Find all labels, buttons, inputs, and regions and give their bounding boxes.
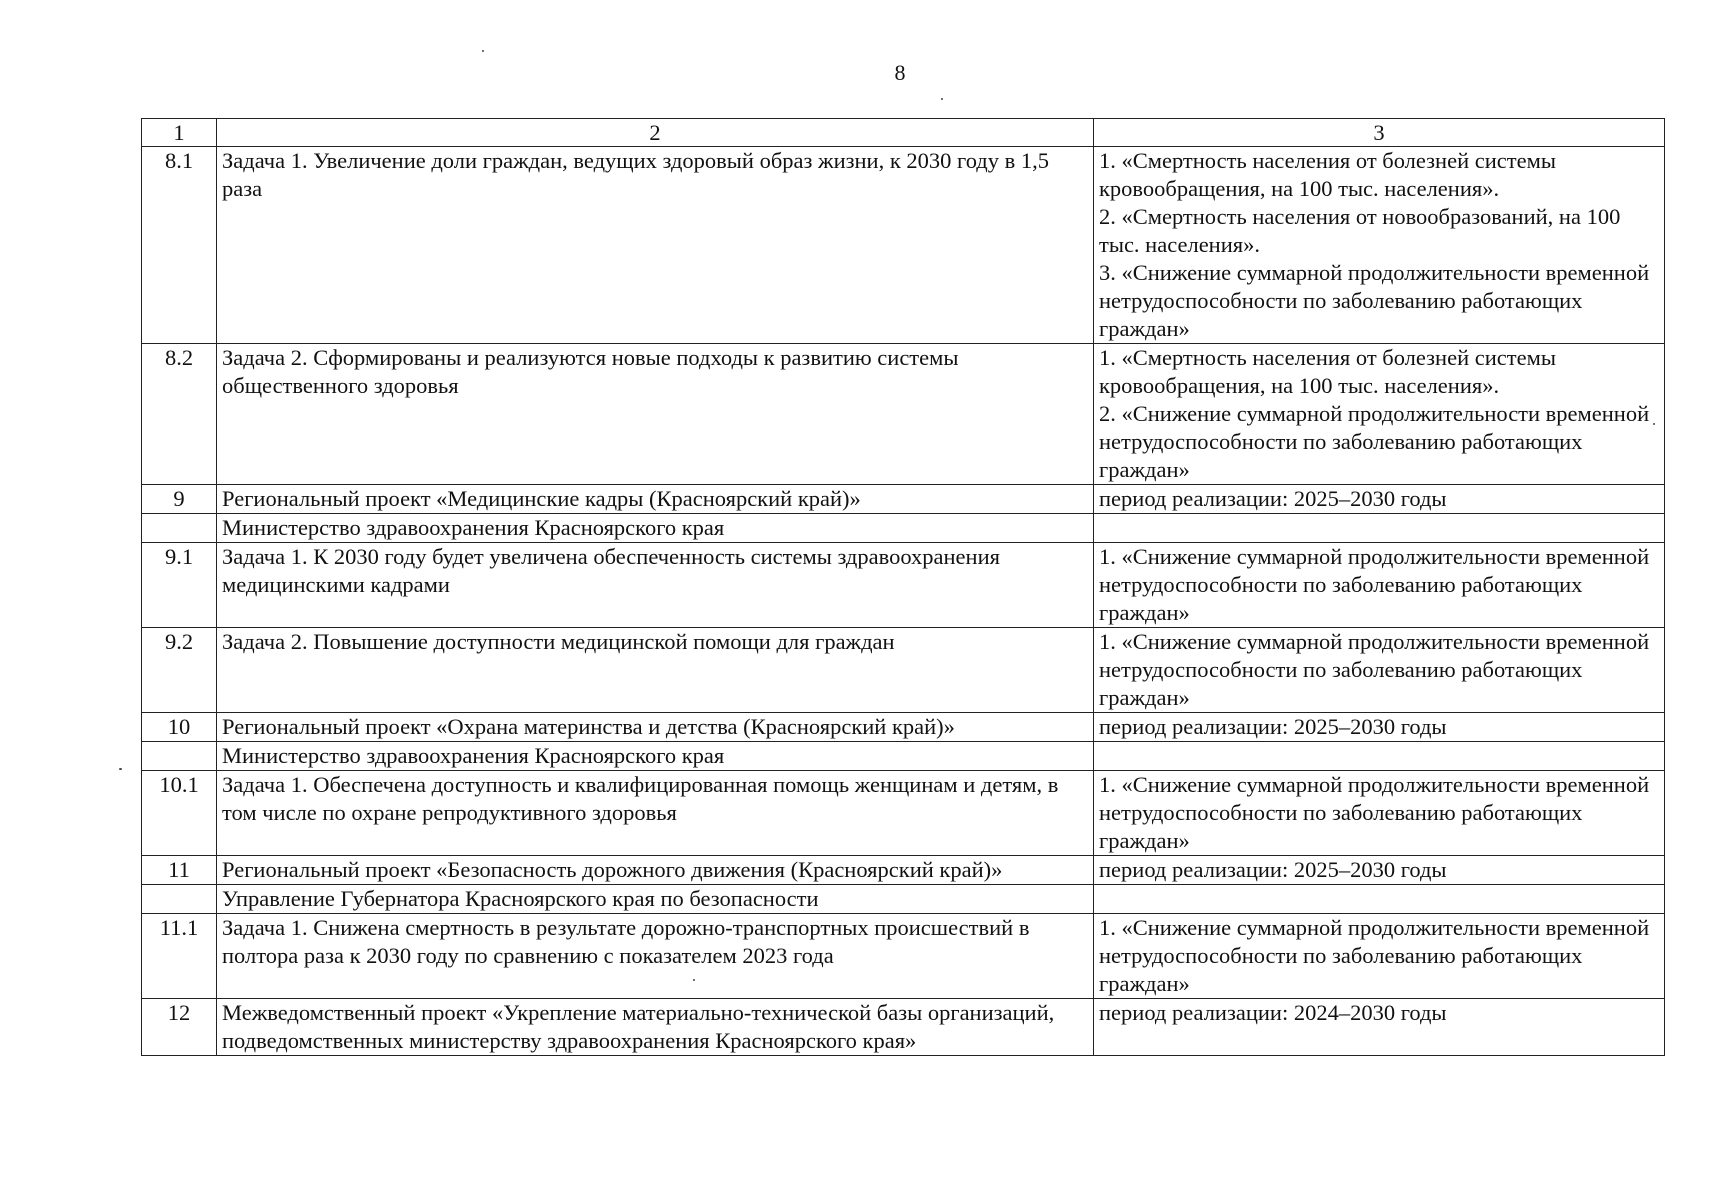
table-body — [142, 119, 1665, 1056]
task-text-cell: Региональный проект «Медицинские кадры (Красноярский край)» — [217, 485, 1094, 514]
task-text-cell: Региональный проект «Безопасность дорожного движения (Красноярский край)» — [217, 856, 1094, 885]
table-row — [142, 742, 1665, 771]
page-number: 8 — [894, 60, 906, 85]
row-number-cell: 10 — [142, 713, 217, 742]
scan-speck — [941, 98, 943, 100]
table-row — [142, 856, 1665, 885]
indicators-cell — [1094, 914, 1665, 999]
task-text-cell: Региональный проект «Охрана материнства и детства (Красноярский край)» — [217, 713, 1094, 742]
table-row — [142, 713, 1665, 742]
indicator-item: 1. «Смертность населения от болезней системы кровообращения, на 100 тыс. населения». — [1099, 148, 1556, 201]
task-text-cell: Задача 1. К 2030 году будет увеличена обеспеченность системы здравоохранения медицинскими кадрами — [217, 543, 1094, 628]
task-text-cell: Управление Губернатора Красноярского края по безопасности — [217, 885, 1094, 914]
task-text-cell: Межведомственный проект «Укрепление материально-технической базы организаций, подведомственных министерству здравоохранения Красноярского края» — [217, 999, 1094, 1056]
indicator-item: 1. «Снижение суммарной продолжительности временной нетрудоспособности по заболеванию работающих граждан» — [1099, 915, 1650, 996]
document-table — [141, 118, 1665, 1056]
task-text-cell: Задача 2. Повышение доступности медицинской помощи для граждан — [217, 628, 1094, 713]
indicator-item: период реализации: 2024–2030 годы — [1099, 1000, 1447, 1025]
task-text-cell: Министерство здравоохранения Красноярского края — [217, 742, 1094, 771]
indicator-item: 2. «Снижение суммарной продолжительности временной нетрудоспособности по заболеванию работающих граждан» — [1099, 401, 1650, 482]
indicators-cell — [1094, 885, 1665, 914]
indicators-cell — [1094, 856, 1665, 885]
indicator-item: 1. «Снижение суммарной продолжительности временной нетрудоспособности по заболеванию работающих граждан» — [1099, 629, 1650, 710]
row-number-cell: 8.2 — [142, 344, 217, 485]
table-row — [142, 628, 1665, 713]
table-header-row — [142, 119, 1665, 147]
indicators-cell — [1094, 999, 1665, 1056]
row-number-cell: 8.1 — [142, 147, 217, 344]
row-number-cell: 9 — [142, 485, 217, 514]
row-number-cell: 9.2 — [142, 628, 217, 713]
row-number-cell: 11.1 — [142, 914, 217, 999]
indicators-cell — [1094, 628, 1665, 713]
task-text-cell: Задача 1. Увеличение доли граждан, ведущих здоровый образ жизни, к 2030 году в 1,5 раза — [217, 147, 1094, 344]
header-cell-1: 1 — [142, 119, 217, 147]
table-row — [142, 147, 1665, 344]
table-row — [142, 485, 1665, 514]
task-text-cell: Задача 1. Снижена смертность в результате дорожно-транспортных происшествий в полтора раза к 2030 году по сравнению с показателем 2023 года — [217, 914, 1094, 999]
scan-speck — [119, 768, 122, 770]
table-row — [142, 771, 1665, 856]
row-number-cell: 11 — [142, 856, 217, 885]
indicators-cell — [1094, 147, 1665, 344]
table-row — [142, 344, 1665, 485]
task-text-cell: Министерство здравоохранения Красноярского края — [217, 514, 1094, 543]
row-number-cell: 10.1 — [142, 771, 217, 856]
indicator-item: период реализации: 2025–2030 годы — [1099, 486, 1447, 511]
table-row — [142, 514, 1665, 543]
indicators-cell — [1094, 344, 1665, 485]
row-number-cell: 9.1 — [142, 543, 217, 628]
indicator-item: 3. «Снижение суммарной продолжительности временной нетрудоспособности по заболеванию работающих граждан» — [1099, 260, 1650, 341]
row-number-cell — [142, 742, 217, 771]
indicators-cell — [1094, 543, 1665, 628]
row-number-cell: 12 — [142, 999, 217, 1056]
header-cell-3: 3 — [1094, 119, 1665, 147]
row-number-cell — [142, 514, 217, 543]
indicators-cell — [1094, 485, 1665, 514]
table-row — [142, 999, 1665, 1056]
table-row — [142, 885, 1665, 914]
indicators-cell — [1094, 713, 1665, 742]
indicators-cell — [1094, 771, 1665, 856]
indicator-item: 1. «Смертность населения от болезней системы кровообращения, на 100 тыс. населения». — [1099, 345, 1556, 398]
row-number-cell — [142, 885, 217, 914]
indicator-item: 1. «Снижение суммарной продолжительности временной нетрудоспособности по заболеванию работающих граждан» — [1099, 544, 1650, 625]
indicator-item: 1. «Снижение суммарной продолжительности временной нетрудоспособности по заболеванию работающих граждан» — [1099, 772, 1650, 853]
scan-speck — [1653, 423, 1655, 425]
task-text-cell: Задача 1. Обеспечена доступность и квалифицированная помощь женщинам и детям, в том числе по охране репродуктивного здоровья — [217, 771, 1094, 856]
indicator-item: период реализации: 2025–2030 годы — [1099, 714, 1447, 739]
header-cell-2: 2 — [217, 119, 1094, 147]
table-row — [142, 914, 1665, 999]
task-text-cell: Задача 2. Сформированы и реализуются новые подходы к развитию системы общественного здоровья — [217, 344, 1094, 485]
table-row — [142, 543, 1665, 628]
scan-speck — [693, 979, 695, 981]
indicators-cell — [1094, 742, 1665, 771]
indicator-item: период реализации: 2025–2030 годы — [1099, 857, 1447, 882]
scan-speck — [482, 50, 484, 52]
indicators-cell — [1094, 514, 1665, 543]
indicator-item: 2. «Смертность населения от новообразований, на 100 тыс. населения». — [1099, 204, 1621, 257]
